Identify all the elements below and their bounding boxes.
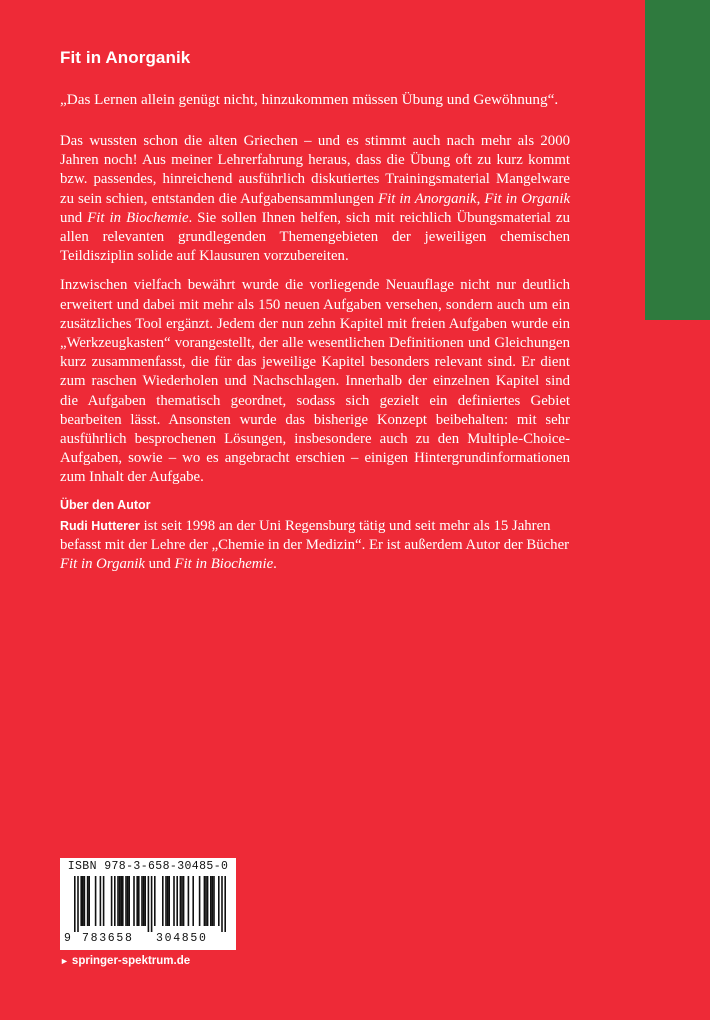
barcode-bar: [88, 876, 90, 926]
barcode-bar: [199, 876, 201, 926]
barcode-bar: [154, 876, 156, 926]
paragraph-intro: Das wussten schon die alten Griechen – und es stimmt auch nach mehr als 2000 Jahren noch! Aus meiner Lehrerfahrung heraus, dass die Übung oft zu kurz kommt bzw. passendes, hinreichend ausführlich diskutiertes Trainingsmaterial Mangelware zu sein schien, entstanden die Aufgabensammlungen Fit in Anorganik, Fit in Organik und Fit in Biochemie. Sie sollen Ihnen helfen, sich mit reichlich Übungsmaterial zu allen relevanten grundlegenden Themengebieten der jeweiligen chemischen Teildisziplin solide auf Klausuren vorzubereiten.: [60, 133, 571, 265]
barcode-bar: [143, 876, 145, 926]
barcode-bar: [144, 876, 146, 926]
barcode-bar: [165, 876, 167, 926]
barcode-bar: [188, 876, 190, 926]
book-ref-organik: Fit in Organik: [484, 190, 571, 207]
ean-digits: 9 783658 304850: [64, 932, 208, 945]
barcode-bar: [181, 876, 183, 926]
book-title: Fit in Anorganik: [60, 48, 191, 67]
barcode-bar: [95, 876, 97, 926]
barcode-bar: [119, 876, 121, 926]
barcode-bar: [80, 876, 82, 926]
barcode-bar: [117, 876, 119, 926]
author-name: Rudi Hutterer: [60, 518, 140, 533]
author-book-biochemie: Fit in Biochemie: [174, 556, 274, 573]
barcode-bar: [183, 876, 185, 926]
barcode-bar: [213, 876, 215, 926]
isbn-barcode: [60, 858, 236, 950]
barcode-bar: [114, 876, 116, 926]
barcode-bar: [133, 876, 135, 926]
barcode-bar: [224, 876, 226, 932]
barcode-bar: [210, 876, 212, 926]
barcode-bar: [162, 876, 164, 926]
barcode-bars: [74, 876, 226, 932]
barcode-bar: [212, 876, 214, 926]
author-bio: Rudi Hutterer ist seit 1998 an der Uni Regensburg tätig und seit mehr als 15 Jahren befasst mit der Lehre der „Chemie in der Medizin“. Er ist außerdem Autor der Bücher Fit in Organik und Fit in Biochemie.: [60, 517, 570, 573]
barcode-bar: [77, 876, 79, 932]
barcode-bar: [180, 876, 182, 926]
green-accent-strip: [645, 0, 710, 320]
barcode-bar: [173, 876, 175, 926]
barcode-bar: [148, 876, 150, 932]
barcode-bar: [120, 876, 122, 926]
barcode-bar: [207, 876, 209, 926]
arrow-right-icon: ►: [60, 956, 69, 966]
back-cover-text: [60, 48, 570, 574]
book-ref-biochemie: Fit in Biochemie: [87, 209, 189, 226]
barcode-bar: [192, 876, 194, 926]
barcode-bar: [167, 876, 169, 926]
author-book-organik: Fit in Organik: [60, 556, 145, 573]
barcode-bar: [205, 876, 207, 926]
barcode-bar: [125, 876, 127, 926]
barcode-bar: [84, 876, 86, 926]
isbn-label: ISBN 978-3-658-30485-0: [67, 860, 229, 873]
barcode-bar: [138, 876, 140, 926]
publisher-url[interactable]: [60, 955, 190, 967]
barcode-bar: [122, 876, 124, 926]
barcode-bar: [176, 876, 178, 926]
book-ref-anorganik: Fit in Anorganik: [378, 190, 477, 207]
barcode-bar: [204, 876, 206, 926]
publisher-url-text: springer-spektrum.de: [71, 955, 191, 967]
author-heading: Über den Autor: [60, 497, 151, 512]
barcode-bar: [141, 876, 143, 926]
barcode-bar: [218, 876, 220, 926]
barcode-bar: [111, 876, 113, 926]
barcode-bar: [74, 876, 76, 932]
barcode-bar: [82, 876, 84, 926]
barcode-bar: [100, 876, 102, 926]
barcode-bar: [221, 876, 223, 932]
opening-quote: „Das Lernen allein genügt nicht, hinzukommen müssen Übung und Gewöhnung“.: [60, 91, 559, 108]
barcode-bar: [136, 876, 138, 926]
barcode-bar: [103, 876, 105, 926]
barcode-bar: [151, 876, 153, 932]
paragraph-new-edition: Inzwischen vielfach bewährt wurde die vorliegende Neuauflage nicht nur deutlich erweitert und dabei mit mehr als 150 neuen Aufgaben versehen, sondern auch um ein zusätzliches Tool ergänzt. Jedem der nun zehn Kapitel mit freien Aufgaben wurde ein „Werkzeugkasten“ vorangestellt, der alle wesentlichen Definitionen und Gleichungen kurz zusammenfasst, die für das jeweilige Kapitel besonders relevant sind. Er dient zum raschen Wiederholen und Nachschlagen. Innerhalb der einzelnen Kapitel sind die Aufgaben thematisch geordnet, sodass sich gezielt ein definiertes Gebiet bearbeiten lässt. Ansonsten wurde das bisherige Konzept beibehalten: mit sehr ausführlich besprochenen Lösungen, insbesondere auch zu den Multiple-Choice-Aufgaben, sowie – wo es angebracht erschien – einigen Hintergrundinformationen zum Inhalt der Aufgabe.: [60, 277, 570, 486]
barcode-bar: [128, 876, 130, 926]
barcode-bar: [87, 876, 89, 926]
barcode-bar: [127, 876, 129, 926]
barcode-bar: [168, 876, 170, 926]
